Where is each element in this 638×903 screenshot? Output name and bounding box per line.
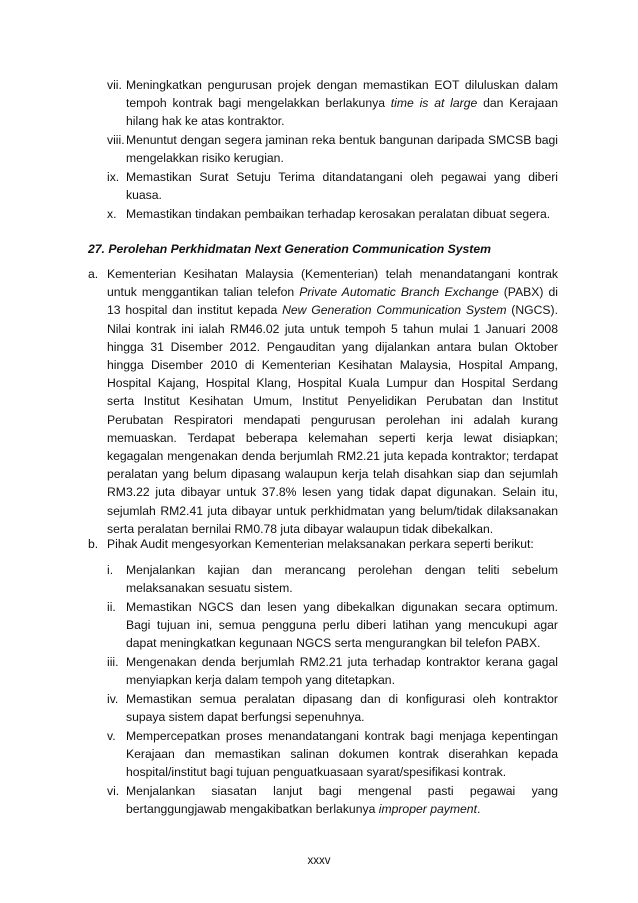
paragraph-a-text: Kementerian Kesihatan Malaysia (Kementerian) telah menandatangani kontrak untuk menggantikan talian telefon Private Automatic Branch Exchange (PABX) di 13 hospital dan institut kepada New Generation Communication System (NGCS). Nilai kontrak ini ialah RM46.02 juta untuk tempoh 5 tahun mulai 1 Januari 2008 hingga 31 Disember 2012. Pengauditan yang dijalankan antara bulan Oktober hingga Disember 2010 di Kementerian Kesihatan Malaysia, Hospital Ampang, Hospital Kajang, Hospital Klang, Hospital Kuala Lumpur dan Hospital Serdang serta Institut Kesihatan Umum, Institut Penyelidikan Perubatan dan Institut Perubatan Respiratori mendapati pengurusan perolehan ini adalah kurang memuaskan. Terdapat beberapa kelemahan seperti kerja lewat disiapkan; kegagalan mengenakan denda berjumlah RM2.21 juta kepada kontraktor; terdapat peralatan yang belum dipasang walaupun kerja telah disahkan siap dan sejumlah RM3.22 juta dibayar untuk 37.8% lesen yang tidak dapat digunakan. Selain itu, sejumlah RM2.41 juta dibayar untuk perkhidmatan yang belum/tidak dilaksanakan serta peralatan bernilai RM0.78 juta dibayar walaupun tidak dibekalkan. [107,267,558,536]
list-number: v. [107,729,116,743]
list-item-text: Memastikan Surat Setuju Terima ditandatangani oleh pegawai yang diberi kuasa. [126,170,558,203]
list-number: iv. [107,692,119,706]
section-heading: 27. Perolehan Perkhidmatan Next Generation Communication System [88,242,491,256]
list-item-text: Menjalankan kajian dan merancang perolehan dengan teliti sebelum melaksanakan sesuatu sistem. [126,563,558,596]
list-number: ix. [107,170,120,184]
list-number: vi. [107,784,120,798]
list-number: x. [107,207,117,221]
paragraph-label: b. [88,537,99,551]
list-number: ii. [107,600,116,614]
list-number: i. [107,563,114,577]
page-number: xxxv [307,855,331,867]
list-number: vii. [107,78,122,92]
paragraph-label: a. [88,267,99,281]
list-item-text: Memastikan NGCS dan lesen yang dibekalkan digunakan secara optimum. Bagi tujuan ini, semua pengguna perlu diberi latihan yang mencukupi agar dapat meningkatkan kegunaan NGCS serta mengurangkan bil telefon PABX. [126,600,558,651]
list-item-text: Mempercepatkan proses menandatangani kontrak bagi menjaga kepentingan Kerajaan dan memastikan salinan dokumen kontrak diserahkan kepada hospital/institut bagi tujuan penguatkuasaan syarat/spesifikasi kontrak. [126,729,558,780]
list-item-text: Menuntut dengan segera jaminan reka bentuk bangunan daripada SMCSB bagi mengelakkan risiko kerugian. [126,133,558,166]
list-item-text: Meningkatkan pengurusan projek dengan memastikan EOT diluluskan dalam tempoh kontrak bagi mengelakkan berlakunya time is at large dan Kerajaan hilang hak ke atas kontraktor. [126,78,558,129]
list-item-text: Memastikan semua peralatan dipasang dan di konfigurasi oleh kontraktor supaya sistem dapat berfungsi sepenuhnya. [126,692,558,725]
list-item-text: Memastikan tindakan pembaikan terhadap kerosakan peralatan dibuat segera. [126,207,551,221]
paragraph-b-text: Pihak Audit mengesyorkan Kementerian melaksanakan perkara seperti berikut: [107,537,534,551]
list-number: iii. [107,655,119,669]
list-item-text: Menjalankan siasatan lanjut bagi mengenal pasti pegawai yang bertanggungjawab mengakibatkan berlakunya improper payment. [126,784,558,817]
list-item-text: Mengenakan denda berjumlah RM2.21 juta terhadap kontraktor kerana gagal menyiapkan kerja dalam tempoh yang ditetapkan. [126,655,558,688]
list-number: viii. [107,133,125,147]
